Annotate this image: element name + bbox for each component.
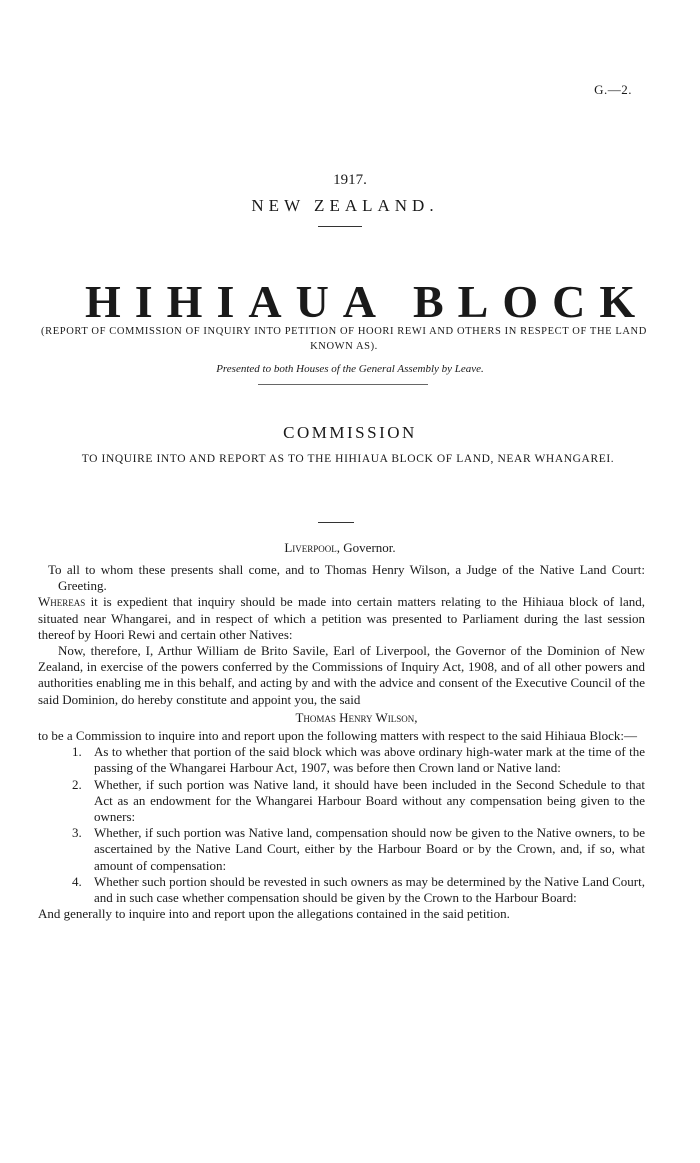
governor-title: , Governor.: [336, 540, 396, 555]
whereas-lead: Whereas: [38, 594, 86, 610]
item-number: 4.: [72, 873, 82, 889]
item-text: Whether, if such portion was Native land, it should have been included in the Second Schedule to that Act as an endowment for the Whangarei Harbour Board without any compensation being given to the owners:: [94, 776, 645, 825]
year: 1917.: [333, 172, 367, 188]
commission-body: [38, 562, 645, 922]
document-title: HIHIAUA BLOCK: [85, 276, 650, 327]
item-number: 1.: [72, 744, 82, 760]
now-paragraph: Now, therefore, I, Arthur William de Brito Savile, Earl of Liverpool, the Governor of the Dominion of New Zealand, in exercise of the powers conferred by the Commissions of Inquiry Act, 1908, and of all other powers and authorities enabling me in this behalf, and acting by and with the advice and consent of the Executive Council of the said Dominion, do hereby constitute and appoint you, the said: [38, 643, 645, 707]
item-text: Whether, if such portion was Native land, compensation should now be given to the Native owners, to be ascertained by the Native Land Court, either by the Harbour Board or by the Crown, and, if so, what amount of compensation:: [94, 825, 645, 873]
list-item: [72, 777, 645, 826]
presented-note: Presented to both Houses of the General Assembly by Leave.: [216, 363, 484, 375]
whereas-paragraph: [38, 594, 645, 643]
item-text: Whether such portion should be revested in such owners as may be determined by the Native Land Court, and in such case whether compensation should be given by the Crown to the Harbour Board:: [94, 873, 645, 906]
page-reference: G.—2.: [594, 82, 632, 97]
whereas-text: it is expedient that inquiry should be made into certain matters relating to the Hihiaua block of land, situated near Whangarei, and in respect of which a petition was presented to Parliament during the last session thereof by Hoori Rewi and certain other Natives:: [38, 594, 645, 642]
to-be-paragraph: to be a Commission to inquire into and report upon the following matters with respect to the said Hihiaua Block:—: [38, 728, 637, 744]
list-item: [72, 744, 645, 776]
matters-list: [38, 744, 645, 906]
governor-signature: [0, 540, 680, 556]
divider: [318, 522, 354, 523]
divider: [258, 384, 428, 385]
list-item: [72, 825, 645, 874]
commission-subheading: TO INQUIRE INTO AND REPORT AS TO THE HIHIAUA BLOCK OF LAND, NEAR WHANGAREI.: [81, 453, 615, 465]
country-heading: NEW ZEALAND.: [251, 196, 439, 215]
governor-name: Liverpool: [284, 540, 337, 555]
divider: [318, 226, 362, 227]
commission-heading: COMMISSION: [283, 423, 417, 442]
item-text: As to whether that portion of the said block which was above ordinary high-water mark at the time of the passing of the Whangarei Harbour Act, 1907, was before then Crown land or Native land:: [94, 744, 645, 776]
list-item: [72, 874, 645, 906]
item-number: 2.: [72, 776, 82, 792]
greeting-paragraph: To all to whom these presents shall come, and to Thomas Henry Wilson, a Judge of the Native Land Court: Greeting.: [48, 562, 645, 594]
item-number: 3.: [72, 825, 82, 841]
document-subtitle: (REPORT OF COMMISSION OF INQUIRY INTO PETITION OF HOORI REWI AND OTHERS IN RESPECT OF THE LAND KNOWN AS).: [41, 326, 647, 352]
appointee-name: Thomas Henry Wilson,: [295, 709, 418, 725]
closing-paragraph: And generally to inquire into and report upon the allegations contained in the said petition.: [38, 906, 510, 922]
